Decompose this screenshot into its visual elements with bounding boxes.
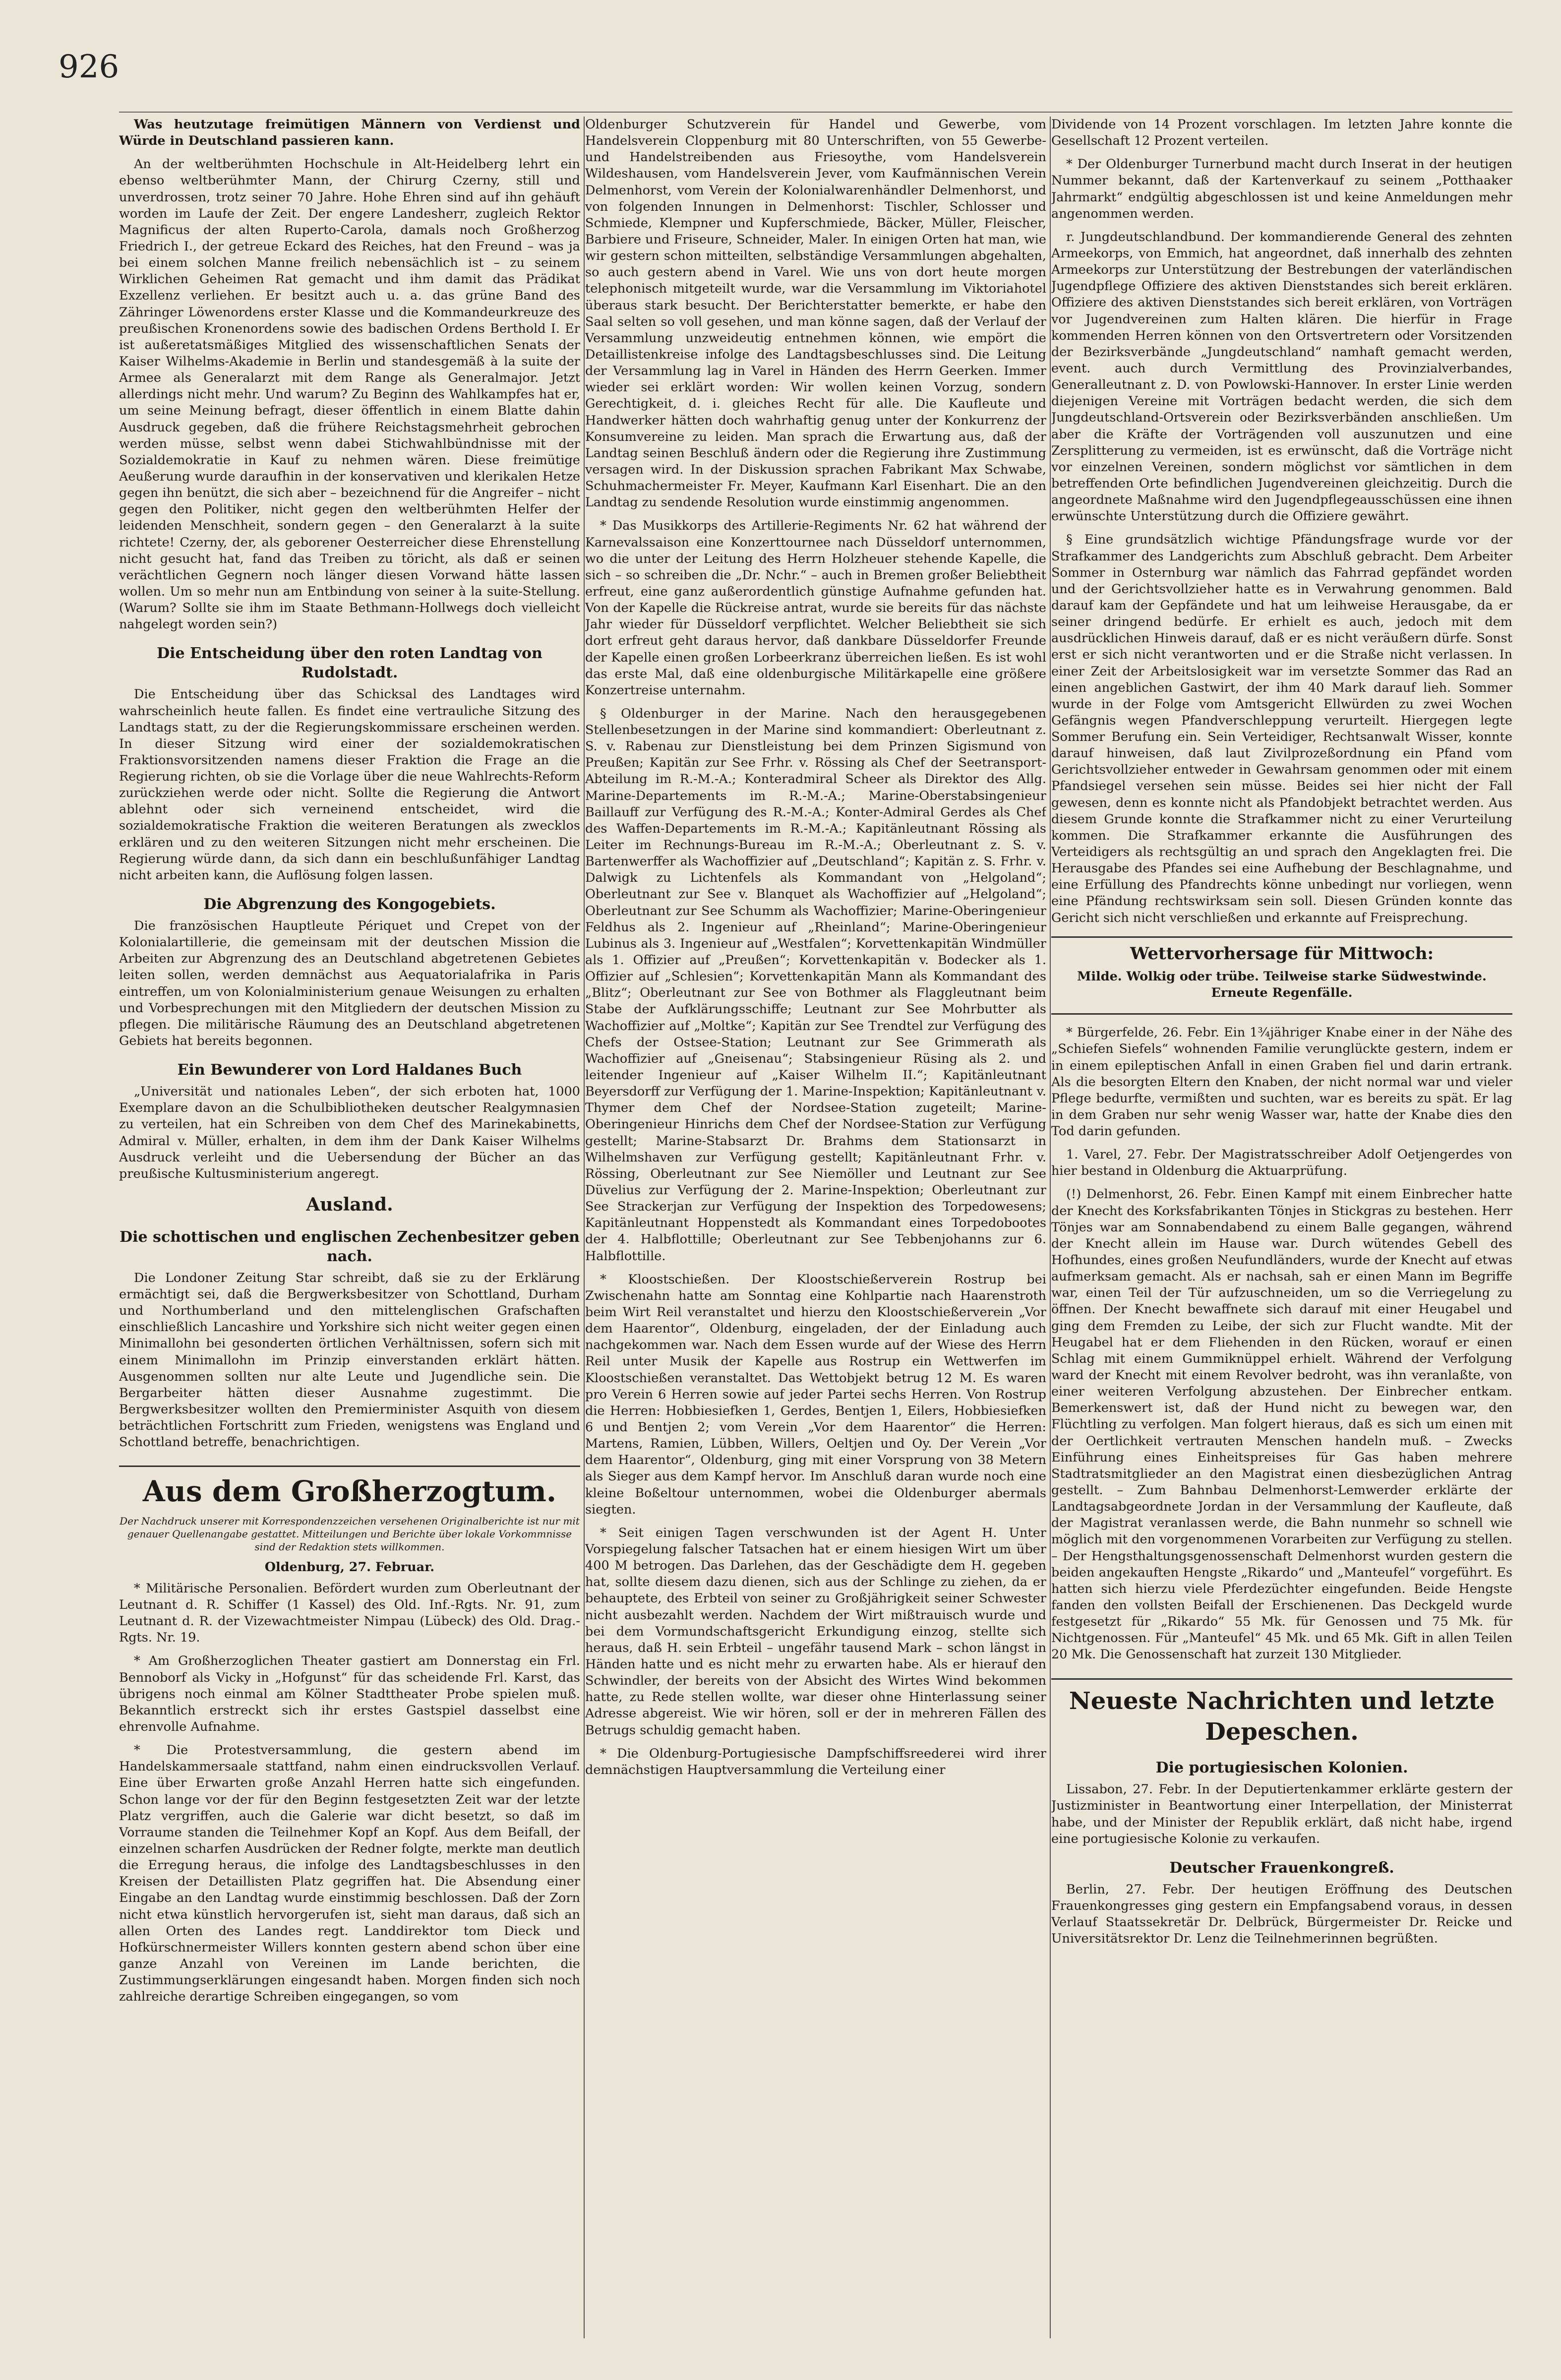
article-body: r. Jungdeutschlandbund. Der kommandierende General des zehnten Armeekorps, von Emmich, hat angeordnet, daß innerhalb des zehnten Armeekorps zur Unterstützung der Bestrebungen der vaterländischen Jugendpflege Offiziere des aktiven Dienststandes sich bereit erklären. Offiziere des aktiven Dienststandes sich bereit erklären, von Vorträgen vor Jugendvereinen zum Halten klären. Die hierfür in Frage kommenden Herren können von den Ortsvertretern oder Vorsitzenden der Bezirksverbände „Jungdeutschland“ namhaft gemacht werden, event. auch durch Vermittlung des Provinzialverbandes, Generalleutnant z. D. von Powlowski-Hannover. In erster Linie werden diejenigen Vereine mit Vorträgen bedacht werden, die sich dem Jungdeutschland-Ortsverein oder Bezirksverbänden anschließen. Um aber die Kräfte der Vorträgenden voll auszunutzen und eine Zersplitterung zu vermeiden, ist es erwünscht, daß die Vorträge nicht vor einzelnen Vereinen, sondern möglichst vor sämtlichen in dem betreffenden Orte befindlichen Jugendvereinen gleichzeitig. Durch die angeordnete Maßnahme wird den Jugendpflegeausschüssen eine ihnen erwünschte Unterstützung durch die Offiziere gewährt. xyxy=(1051,229,1512,524)
page-number: 926 xyxy=(59,49,120,85)
article-title: Was heutzutage freimütigen Männern von Verdienst und Würde in Deutschland passieren kann. xyxy=(119,117,580,149)
article-body: * Die Protestversammlung, die gestern abend im Handelskammersaale stattfand, nahm einen eindrucksvollen Verlauf. Eine über Erwarten große Anzahl Herren hatte sich eingefunden. Schon lange vor der für den Beginn festgesetzten Zeit war der letzte Platz vergriffen, auch die Galerie war dicht besetzt, so daß im Vorraume standen die Teilnehmer Kopf an Kopf. Aus dem Beifall, der einzelnen scharfen Ausdrücken der Redner folgte, merkte man deutlich die Erregung heraus, die infolge des Landtagsbeschlusses in den Kreisen der Detaillisten Platz gegriffen hat. Die Absendung einer Eingabe an den Landtag wurde einstimmig beschlossen. Daß der Zorn nicht etwa künstlich hervorgerufen ist, sieht man daraus, daß sich an allen Orten des Landes regt. Landdirektor tom Dieck und Hofkürschnermeister Willers konnten gestern abend schon über eine ganze Anzahl von Vereinen im Lande berichten, die Zustimmungserklärungen eingesandt haben. Morgen finden sich noch zahlreiche derartige Schreiben eingegangen, so vom xyxy=(119,1743,580,2005)
article-body: * Kloostschießen. Der Kloostschießerverein Rostrup bei Zwischenahn hatte am Sonntag eine Kohlpartie nach Haarenstroth beim Wirt Reil veranstaltet und hierzu den Kloostschießerverein „Vor dem Haarentor“, Oldenburg, eingeladen, der der Einladung auch nachgekommen war. Nach dem Essen wurde auf der Wiese des Herrn Reil unter Musik der Kapelle aus Rostrup ein Wettwerfen im Kloostschießen veranstaltet. Das Wettobjekt betrug 12 M. Es waren pro Verein 6 Herren sowie auf jeder Partei sechs Herren. Von Rostrup die Herren: Hobbiesiefken 1, Gerdes, Bentjen 1, Eilers, Hobbiesiefken 6 und Bentjen 2; vom Verein „Vor dem Haarentor“ die Herren: Martens, Ramien, Lübben, Willers, Oeltjen und Oy. Der Verein „Vor dem Haarentor“, Oldenburg, ging mit einer Vorsprung von 38 Metern als Sieger aus dem Kampf hervor. Im Anschluß daran wurde noch eine kleine Boßeltour unternommen, wobei die Oldenburger abermals siegten. xyxy=(585,1272,1046,1517)
column-left xyxy=(119,117,580,2338)
dateline: Oldenburg, 27. Februar. xyxy=(264,1559,435,1575)
section-heading: Aus dem Großherzogtum. xyxy=(119,1465,580,1510)
article-body: Die französischen Hauptleute Périquet und Crepet von der Kolonialartillerie, die gemeinsam mit der deutschen Mission die Arbeiten zur Abgrenzung des an Deutschland abgetretenen Gebietes leiten sollen, werden demnächst aus Aequatorialafrika in Paris eintreffen, um von Kolonialministerium genaue Weisungen zu erhalten und Vorbesprechungen mit den Mitgliedern der deutschen Mission zu pflegen. Die militärische Räumung des an Deutschland abgetretenen Gebiets hat bereits begonnen. xyxy=(119,918,580,1049)
weather-title: Wettervorhersage für Mittwoch: xyxy=(1130,943,1434,964)
article-body: * Militärische Personalien. Befördert wurden zum Oberleutnant der Leutnant d. R. Schiffer (1 Kassel) des Old. Inf.-Rgts. Nr. 91, zum Leutnant d. R. der Vizewachtmeister Nimpau (Lübeck) des Old. Drag.-Rgts. Nr. 19. xyxy=(119,1581,580,1646)
article-body: * Seit einigen Tagen verschwunden ist der Agent H. Unter Vorspiegelung falscher Tatsachen hat er einem hiesigen Wirt um über 400 M betrogen. Das Darlehen, das der Geschädigte dem H. gegeben hat, sollte diesem dazu dienen, sich aus der Schlinge zu ziehen, da er behauptete, des Erbteil von seiner zu Großjährigkeit seiner Schwester nicht ausbezahlt werden. Nachdem der Wirt mißtrauisch wurde und bei dem Vormundschaftsgericht Erkundigung einzog, stellte sich heraus, daß H. sein Erbteil – ungefähr tausend Mark – schon längst in Händen hatte und es nicht mehr zu erwarten habe. Als er hierauf den Schwindler, der bereits von der Absicht des Wirtes Wind bekommen hatte, zu Rede stellen wollte, war dieser ohne Hinterlassung seiner Adresse abgereist. Wie wir hören, soll er der in mehreren Fällen des Betrugs schuldig gemacht haben. xyxy=(585,1525,1046,1738)
section-heading: Ausland. xyxy=(306,1194,393,1216)
article-body: (!) Delmenhorst, 26. Febr. Einen Kampf mit einem Einbrecher hatte der Knecht des Korksfabrikanten Tönjes in Stickgras zu bestehen. Herr Tönjes war am Sonnabendabend zu einem Balle gegangen, während der Knecht allein im Hause war. Durch wütendes Gebell des Hofhundes, eines großen Neufundländers, wurde der Knecht auf etwas aufmerksam gemacht. Als er nachsah, sah er einen Mann im Begriffe war, einen Teil der Tür aufzuschneiden, um so die Verriegelung zu öffnen. Der Knecht bewaffnete sich darauf mit einer Heugabel und ging dem Fremden zu Leibe, der sich zur Flucht wandte. Mit der Heugabel hat er dem Fliehenden in den Rücken, worauf er einen Schlag mit einem Gummiknüppel erhielt. Während der Verfolgung ward der Knecht mit einem Revolver bedroht, was ihn veranlaßte, von einer weiteren Verfolgung abzustehen. Der Einbrecher entkam. Bemerkenswert ist, daß der Hund nicht zu bewegen war, den Flüchtling zu verfolgen. Man folgert hieraus, daß es sich um einen mit der Oertlichkeit vertrauten Menschen handeln muß. – Zwecks Einführung eines Einheitspreises für Gas haben mehrere Stadtratsmitglieder an den Magistrat einen diesbezüglichen Antrag gestellt. – Zum Bahnbau Delmenhorst-Lemwerder erklärte der Landtagsabgeordnete Jordan in der Versammlung der Kaufleute, daß der Magistrat veranlassen werde, die Bahn nunmehr so schnell wie möglich mit den vorgenommenen Vorarbeiten zur Verfügung zu stellen. – Der Hengsthaltungsgenossenschaft Delmenhorst wurden gestern die beiden angekauften Hengste „Rikardo“ und „Manteufel“ vorgeführt. Es hatten sich hierzu viele Pferdezüchter eingefunden. Beide Hengste fanden den vollsten Beifall der Erschienenen. Das Deckgeld wurde festgesetzt für „Rikardo“ 55 Mk. für Genossen und 75 Mk. für Nichtgenossen. Für „Manteufel“ 45 Mk. und 65 Mk. Gift in allen Teilen 20 Mk. Die Genossenschaft hat zurzeit 130 Mitglieder. xyxy=(1051,1187,1512,1662)
article-title: Die Entscheidung über den roten Landtag von Rudolstadt. xyxy=(157,645,542,682)
article-body: An der weltberühmten Hochschule in Alt-Heidelberg lehrt ein ebenso weltberühmter Mann, der Chirurg Czerny, still und unverdrossen, trotz seiner 70 Jahre. Hohe Ehren sind auf ihn gehäuft worden im Laufe der Zeit. Der engere Landesherr, zugleich Rektor Magnificus der alten Ruperto-Carola, damals noch Großherzog Friedrich I., der getreue Eckard des Reiches, hat den Freund – was ja bei einem solchen Manne freilich nebensächlich ist – zu seinem Wirklichen Geheimen Rat gemacht und ihm damit das Prädikat Exzellenz verliehen. Er besitzt auch u. a. das grüne Band des Zähringer Löwenordens erster Klasse und die Kommandeurkreuze des preußischen Kronenordens sowie des badischen Ordens Berthold I. Er ist außeretatsmäßiges Mitglied des wissenschaftlichen Senats der Kaiser Wilhelms-Akademie in Berlin und standesgemäß à la suite der Armee als Generalarzt mit dem Range als Generalmajor. Jetzt allerdings nicht mehr. Und warum? Zu Beginn des Wahlkampfes hat er, um seine Meinung befragt, dieser öffentlich in einem Blatte dahin Ausdruck gegeben, daß die frühere Reichstagsmehrheit gebrochen werden müsse, selbst wenn dabei Stichwahlbündnisse mit der Sozialdemokratie in Kauf zu nehmen wären. Diese freimütige Aeußerung wurde daraufhin in der konservativen und klerikalen Hetze gegen ihn benützt, die sich aber – bezeichnend für die Angreifer – nicht gegen den Politiker, nicht gegen den weltberühmten Helfer der leidenden Menschheit, sondern gegen – den Generalarzt à la suite richtete! Czerny, der, als geborener Oesterreicher diese Ehrenstellung nicht gesucht hat, fand das Treiben zu töricht, als daß er seinen verächtlichen Gegnern noch länger diesen Vorwand hätte lassen wollen. Um so mehr nun am Entbindung von seiner à la suite-Stellung. (Warum? Sollte sie ihm im Staate Bethmann-Hollwegs doch vielleicht nahgelegt worden sein?) xyxy=(119,157,580,632)
article-body: Dividende von 14 Prozent vorschlagen. Im letzten Jahre konnte die Gesellschaft 12 Prozent verteilen. xyxy=(1051,117,1512,149)
header-rule xyxy=(119,112,1512,113)
article-body: Berlin, 27. Febr. Der heutigen Eröffnung des Deutschen Frauenkongresses ging gestern ein Empfangsabend voraus, in dessen Verlauf Staatssekretär Dr. Delbrück, Bürgermeister Dr. Reicke und Universitätsrektor Dr. Lenz die Teilnehmerinnen begrüßten. xyxy=(1051,1882,1512,1947)
article-title: Ein Bewunderer von Lord Haldanes Buch xyxy=(177,1061,522,1079)
column-rule xyxy=(1050,117,1051,2338)
weather-box xyxy=(1051,936,1512,1015)
article-body: § Oldenburger in der Marine. Nach den herausgegebenen Stellenbesetzungen in der Marine sind kommandiert: Oberleutnant z. S. v. Rabenau zur Dienstleistung bei dem Prinzen Sigismund von Preußen; Kapitän zur See Frhr. v. Rössing als Chef der Seetransport-Abteilung im R.-M.-A.; Konteradmiral Scheer als Direktor des Allg. Marine-Departements im R.-M.-A.; Marine-Oberstabsingenieur Baillauff zur Verfügung des R.-M.-A.; Konter-Admiral Gerdes als Chef des Waffen-Departements im R.-M.-A.; Kapitänleutnant Rössing als Leiter im Rechnungs-Bureau im R.-M.-A.; Oberleutnant z. S. v. Bartenwerffer als Wachoffizier auf „Deutschland“; Kapitän z. S. Frhr. v. Dalwigk zu Lichtenfels als Kommandant von „Helgoland“; Oberleutnant zur See v. Blanquet als Wachoffizier auf „Helgoland“; Oberleutnant zur See Schumm als Wachoffizier; Marine-Oberingenieur Feldhus als 2. Ingenieur auf „Rheinland“; Marine-Oberingenieur Lubinus als 3. Ingenieur auf „Westfalen“; Korvettenkapitän Windmüller als 1. Offizier auf „Preußen“; Korvettenkapitän v. Bodecker als 1. Offizier auf „Schlesien“; Korvettenkapitän Mann als Kommandant des „Blitz“; Oberleutnant zur See von Bothmer als Flaggleutnant beim Stabe der Aufklärungsschiffe; Leutnant zur See Mohrbutter als Wachoffizier auf „Moltke“; Kapitän zur See Trendtel zur Verfügung des Chefs der Ostsee-Station; Leutnant zur See Grimmerath als Wachoffizier auf „Gneisenau“; Stabsingenieur Rüsing als 2. und leitender Ingenieur auf „Kaiser Wilhelm II.“; Kapitänleutnant Beyersdorff zur Verfügung der 1. Marine-Inspektion; Kapitänleutnant v. Thymer dem Chef der Nordsee-Station zugeteilt; Marine-Oberingenieur Hinrichs dem Chef der Nordsee-Station zur Verfügung gestellt; Marine-Stabsarzt Dr. Brahms dem Stationsarzt in Wilhelmshaven zur Verfügung gestellt; Kapitänleutnant Frhr. v. Rössing, Oberleutnant zur See Niemöller und Leutnant zur See Düvelius zur Verfügung der 2. Marine-Inspektion; Oberleutnant zur See Strackerjan zur Verfügung der Inspektion des Torpedowesens; Kapitänleutnant Hoppenstedt als Kommandant eines Torpedobootes der 4. Halbflottille; Oberleutnant zur See Tebbenjohanns zur 6. Halbflottille. xyxy=(585,706,1046,1264)
article-body: * Das Musikkorps des Artillerie-Regiments Nr. 62 hat während der Karnevalssaison eine Konzerttournee nach Düsseldorf unternommen, wo die unter der Leitung des Herrn Holzheuer stehende Kapelle, die sich – so schreiben die „Dr. Nchr.“ – auch in Bremen großer Beliebtheit erfreut, eine ganz außerordentlich günstige Aufnahme gefunden hat. Von der Kapelle die Rückreise antrat, wurde sie bereits für das nächste Jahr wieder für Düsseldorf verpflichtet. Welcher Beliebtheit sie sich dort erfreut geht daraus hervor, daß dankbare Düsseldorfer Freunde der Kapelle einen großen Lorbeerkranz überreichen ließen. Es ist wohl das erste Mal, daß eine oldenburgische Militärkapelle eine größere Konzertreise unternahm. xyxy=(585,518,1046,698)
article-body: § Eine grundsätzlich wichtige Pfändungsfrage wurde vor der Strafkammer des Landgerichts zum Abschluß gebracht. Dem Arbeiter Sommer in Osternburg war nämlich das Fahrrad gepfändet worden und der Gerichtsvollzieher hatte es in Verwahrung genommen. Bald darauf kam der Gepfändete und hat um leihweise Herausgabe, da er seiner dringend bedürfe. Er erhielt es auch, jedoch mit dem ausdrücklichen Hinweis darauf, daß er es nicht veräußern dürfe. Sonst erst er sich nicht verantworten und er die Straße nicht verlassen. In einer Zeit der Arbeitslosigkeit war im versetzte Sommer das Rad an einen angeblichen Gastwirt, der ihm 40 Mark darauf lieh. Sommer wurde in der Folge vom Amtsgericht Ellwürden zu zwei Wochen Gefängnis wegen Pfandverschleppung verurteilt. Hiergegen legte Sommer Berufung ein. Sein Verteidiger, Rechtsanwalt Wisser, konnte darauf hinweisen, daß laut Zivilprozeßordnung ein Pfand vom Gerichtsvollzieher entweder in Gewahrsam genommen oder mit einem Pfandsiegel versehen sein müsse. Beides sei hier nicht der Fall gewesen, denn es konnte nicht als Pfandobjekt betrachtet werden. Aus diesem Grunde konnte die Strafkammer nicht zu einer Verurteilung kommen. Die Strafkammer erkannte die Ausführungen des Verteidigers als rechtsgültig an und sprach den Angeklagten frei. Die Herausgabe des Pfandes sei eine Aufhebung der Beschlagnahme, und eine Erfüllung des Pfandrechts könne unbedingt nur vorliegen, wenn eine Pfändung rechtswirksam sein soll. Diesen Gründen konnte das Gericht sich nicht verschließen und erkannte auf Freisprechung. xyxy=(1051,532,1512,925)
section-heading: Neueste Nachrichten und letzte Depeschen. xyxy=(1051,1678,1512,1748)
article-title: Die portugiesischen Kolonien. xyxy=(1155,1759,1408,1777)
reprint-note: Der Nachdruck unserer mit Korrespondenzzeichen versehenen Originalberichte ist nur mit genauer Quellenangabe gestattet. Mitteilungen und Berichte über lokale Vorkommnisse sind der Redaktion stets willkommen. xyxy=(120,1515,580,1553)
article-body: * Bürgerfelde, 26. Febr. Ein 1¾jähriger Knabe einer in der Nähe des „Schiefen Siefels“ wohnenden Familie verunglückte gestern, indem er in einem epileptischen Anfall in einen Graben fiel und darin ertrank. Als die besorgten Eltern den Knaben, der nicht normal war und vieler Pflege bedurfte, vermißten und suchten, war es bereits zu spät. Er lag in dem Graben nur sehr wenig Wasser war, hatte der Knabe dies den Tod darin gefunden. xyxy=(1051,1025,1512,1139)
article-title: Deutscher Frauenkongreß. xyxy=(1169,1859,1394,1877)
column-rule xyxy=(584,117,585,2338)
article-body: Oldenburger Schutzverein für Handel und Gewerbe, vom Handelsverein Cloppenburg mit 80 Unterschriften, von 55 Gewerbe- und Handelstreibenden aus Friesoythe, vom Handelsverein Wildeshausen, vom Handelsverein Jever, vom Kaufmännischen Verein Delmenhorst, vom Verein der Kolonialwarenhändler Delmenhorst, und von folgenden Innungen in Delmenhorst: Tischler, Schlosser und Schmiede, Klempner und Kupferschmiede, Bäcker, Müller, Fleischer, Barbiere und Friseure, Schneider, Maler. In einigen Orten hat man, wie wir gestern schon mitteilten, selbständige Versammlungen abgehalten, so auch gestern abend in Varel. Wie uns von dort heute morgen telephonisch mitgeteilt wurde, war die Versammlung im Viktoriahotel überaus stark besucht. Der Berichterstatter bemerkte, er habe den Saal selten so voll gesehen, und man könne sagen, daß der Verlauf der Versammlung unzweideutig entnehmen können, wie empört die Detaillistenkreise infolge des Landtagsbeschlusses sind. Die Leitung der Versammlung lag in Varel in Händen des Herrn Geerken. Immer wieder sei erklärt worden: Wir wollen keinen Vorzug, sondern Gerechtigkeit, d. i. gleiches Recht für alle. Die Kaufleute und Handwerker hätten doch wahrhaftig genug unter der Konkurrenz der Konsumvereine zu leiden. Man sprach die Erwartung aus, daß der Landtag seinen Beschluß ändern oder die Regierung ihre Zustimmung versagen wird. In der Diskussion sprachen Fabrikant Max Schwabe, Schuhmachermeister Fr. Meyer, Kaufmann Karl Eisenhart. Die an den Landtag zu sendende Resolution wurde einstimmig angenommen. xyxy=(585,117,1046,510)
column-right xyxy=(1051,117,1512,2338)
column-middle xyxy=(585,117,1046,2338)
article-body: 1. Varel, 27. Febr. Der Magistratsschreiber Adolf Oetjengerdes von hier bestand in Oldenburg die Aktuarprüfung. xyxy=(1051,1147,1512,1179)
weather-text: Milde. Wolkig oder trübe. Teilweise starke Südwestwinde. Erneute Regenfälle. xyxy=(1077,969,1487,1001)
article-title: Die schottischen und englischen Zechenbesitzer geben nach. xyxy=(120,1228,580,1265)
article-body: Die Londoner Zeitung Star schreibt, daß sie zu der Erklärung ermächtigt sei, daß die Bergwerksbesitzer von Schottland, Durham und Northumberland und den mittelenglischen Grafschaften einschließlich Lancashire und Yorkshire sich nicht weiter gegen einen Minimallohn bei gesonderten örtlichen Verhältnissen, sofern sich mit einem Minimallohn im Prinzip einverstanden erklärt hätten. Ausgenommen sollten nur alte Leute und Jugendliche sein. Die Bergarbeiter hätten dieser Ausnahme zugestimmt. Die Bergwerksbesitzer wollten den Premierminister Asquith von diesem beträchtlichen Fortschritt zum Frieden, wenigstens was England und Schottland betreffe, benachrichtigen. xyxy=(119,1270,580,1450)
article-body: * Der Oldenburger Turnerbund macht durch Inserat in der heutigen Nummer bekannt, daß der Kartenverkauf zu seinem „Potthaaker Jahrmarkt“ endgültig abgeschlossen ist und keine Anmeldungen mehr angenommen werden. xyxy=(1051,157,1512,221)
article-body: * Die Oldenburg-Portugiesische Dampfschiffsreederei wird ihrer demnächstigen Hauptversammlung die Verteilung einer xyxy=(585,1746,1046,1777)
article-title: Die Abgrenzung des Kongogebiets. xyxy=(203,896,496,914)
article-body: Die Entscheidung über das Schicksal des Landtages wird wahrscheinlich heute fallen. Es findet eine vertrauliche Sitzung des Landtags statt, zu der die Regierungskommissare erscheinen werden. In dieser Sitzung wird einer der sozialdemokratischen Fraktionsvorsitzenden namens dieser Fraktion die Frage an die Regierung richten, ob sie die Vorlage über die neue Wahlrechts-Reform zurückziehen werde oder nicht. Sollte die Regierung die Antwort ablehnt oder sich verneinend entscheidet, wird die sozialdemokratische Fraktion die weiteren Beratungen als zwecklos erklären und zu den weiteren Sitzungen nicht mehr erscheinen. Die Regierung würde dann, da sich dann ein beschlußunfähiger Landtag nicht arbeiten kann, die Auflösung folgen lassen. xyxy=(119,687,580,883)
article-body: „Universität und nationales Leben“, der sich erboten hat, 1000 Exemplare davon an die Schulbibliotheken deutscher Realgymnasien zu verteilen, hat ein Schreiben von dem Chef des Marinekabinetts, Admiral v. Müller, erhalten, in dem ihm der Dank Kaiser Wilhelms Ausdruck verleiht und die Uebersendung der Bücher an das preußische Kultusministerium angeregt. xyxy=(119,1084,580,1181)
article-body: Lissabon, 27. Febr. In der Deputiertenkammer erklärte gestern der Justizminister in Beantwortung einer Interpellation, der Ministerrat habe, und der Minister der Republik erklärt, daß nicht habe, irgend eine portugiesische Kolonie zu verkaufen. xyxy=(1051,1782,1512,1846)
article-body: * Am Großherzoglichen Theater gastiert am Donnerstag ein Frl. Bennoborf als Vicky in „Hofgunst“ für das scheidende Frl. Karst, das übrigens noch einmal am Kölner Stadttheater Probe spielen muß. Bekanntlich erstreckt sich ihr erstes Gastspiel dasselbst eine ehrenvolle Aufnahme. xyxy=(119,1653,580,1735)
